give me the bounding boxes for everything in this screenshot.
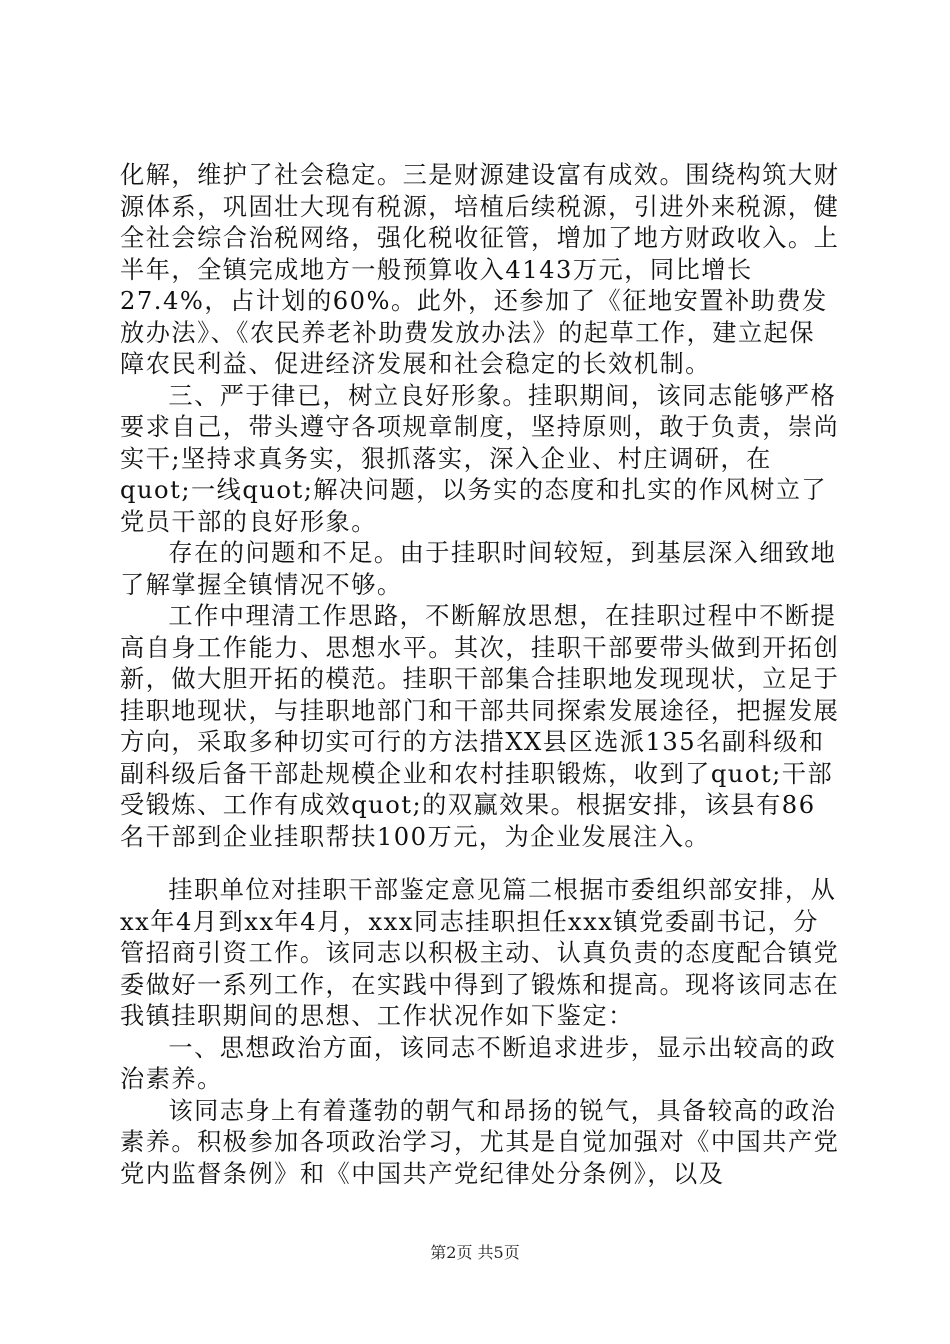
paragraph: 存在的问题和不足。由于挂职时间较短，到基层深入细致地了解掌握全镇情况不够。 [120,539,837,599]
body-text-top [120,160,840,853]
paragraph: 挂职单位对挂职干部鉴定意见篇二根据市委组织部安排，从xx年4月到xx年4月，xxx同志挂职担任xxx镇党委副书记，分管招商引资工作。该同志以积极主动、认真负责的态度配合镇党委做好一系列工作，在实践中得到了锻炼和提高。现将该同志在我镇挂职期间的思想、工作状况作如下鉴定： [120,876,840,1030]
paragraph: 一、思想政治方面，该同志不断追求进步，显示出较高的政治素养。 [120,1033,837,1093]
page-number-footer: 第2页 共5页 [430,1243,520,1262]
paragraph: 工作中理清工作思路，不断解放思想，在挂职过程中不断提高自身工作能力、思想水平。其次，挂职干部要带头做到开拓创新，做大胆开拓的模范。挂职干部集合挂职地发现现状，立足于挂职地现状，与挂职地部门和干部共同探索发展途径，把握发展方向，采取多种切实可行的方法措XX县区选派135名副科级和副科级后备干部赴规模企业和农村挂职锻炼，收到了quot;干部受锻炼、工作有成效quot;的双赢效果。根据安排，该县有86名干部到企业挂职帮扶100万元，为企业发展注入。 [120,602,840,851]
paragraph: 化解，维护了社会稳定。三是财源建设富有成效。围绕构筑大财源体系，巩固壮大现有税源，培植后续税源，引进外来税源，健全社会综合治税网络，强化税收征管，增加了地方财政收入。上半年，全镇完成地方一般预算收入4143万元，同比增长27.4%，占计划的60%。此外，还参加了《征地安置补助费发放办法》、《农民养老补助费发放办法》的起草工作，建立起保障农民利益、促进经济发展和社会稳定的长效机制。 [120,161,840,378]
paragraph: 该同志身上有着蓬勃的朝气和昂扬的锐气，具备较高的政治素养。积极参加各项政治学习，尤其是自觉加强对《中国共产党党内监督条例》和《中国共产党纪律处分条例》，以及 [120,1096,840,1188]
body-text-bottom [120,875,840,1190]
paragraph: 三、严于律已，树立良好形象。挂职期间，该同志能够严格要求自己，带头遵守各项规章制度，坚持原则，敢于负责，崇尚实干;坚持求真务实，狠抓落实，深入企业、村庄调研，在quot;一线quot;解决问题，以务实的态度和扎实的作风树立了党员干部的良好形象。 [120,381,840,536]
